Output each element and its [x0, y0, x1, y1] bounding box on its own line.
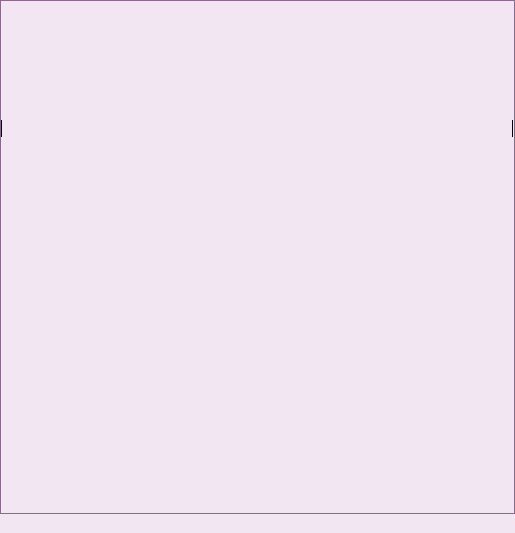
- chart-title: [0, 0, 515, 20]
- no-bbt-notice: [1, 120, 513, 137]
- footer: [0, 513, 515, 533]
